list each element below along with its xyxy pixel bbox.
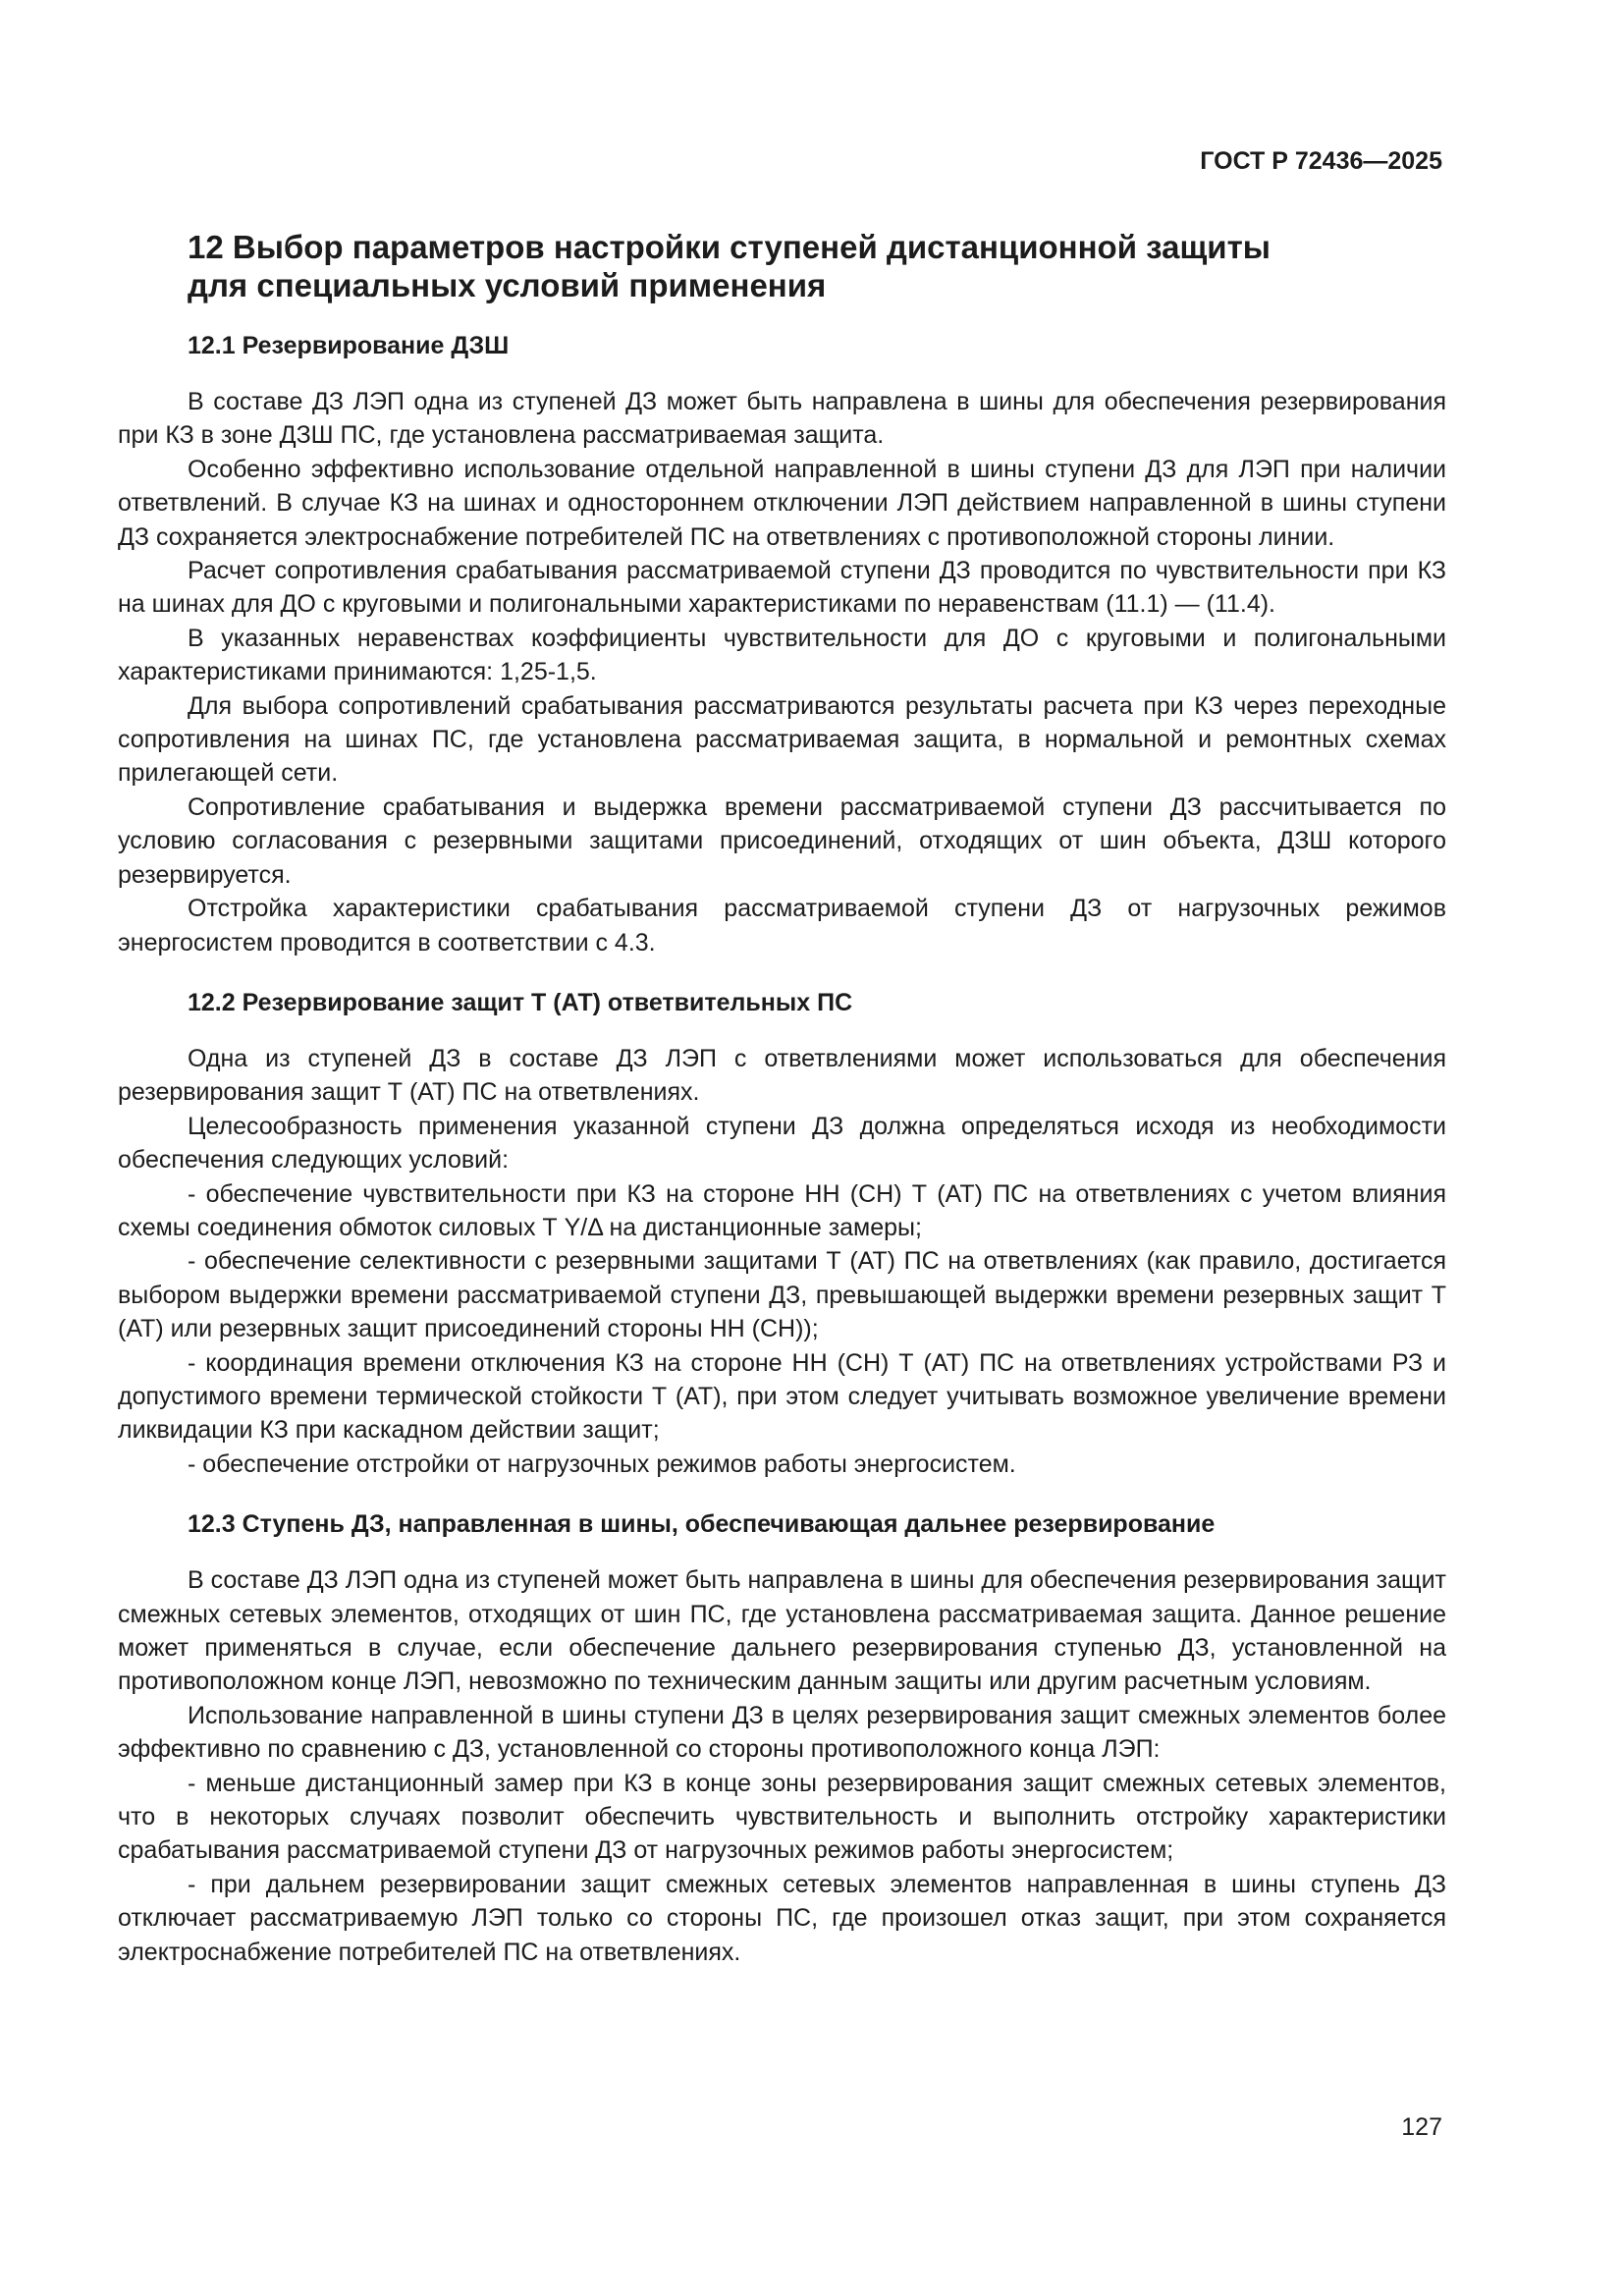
section-title [188,228,1446,304]
paragraph: В указанных неравенствах коэффициенты чувствительности для ДО с круговыми и полигональными характеристиками принимаются: 1,25-1,5. [118,624,1446,686]
subsection-12-3-heading: 12.3 Ступень ДЗ, направленная в шины, обеспечивающая дальнее резервирование [188,1510,1216,1539]
paragraph: В составе ДЗ ЛЭП одна из ступеней может быть направлена в шины для обеспечения резервирования защит смежных сетевых элементов, отходящих от шин ПС, где установлена рассматриваемая защита. Данное решение может применяться в случае, если обеспечение дальнего резервирования ступенью ДЗ, установленной на противоположном конце ЛЭП, невозможно по техническим данным защиты или другим расчетным условиям. [118,1566,1446,1696]
page-number: 127 [1401,2113,1442,2141]
paragraph: Одна из ступеней ДЗ в составе ДЗ ЛЭП с ответвлениями может использоваться для обеспечения резервирования защит Т (АТ) ПС на ответвлениях. [118,1044,1446,1107]
subsection-12-1-heading: 12.1 Резервирование ДЗШ [188,332,510,359]
paragraph: Для выбора сопротивлений срабатывания рассматриваются результаты расчета при КЗ через переходные сопротивления на шинах ПС, где установлена рассматриваемая защита, в нормальной и ремонтных схемах прилегающей сети. [118,691,1446,788]
paragraph: Отстройка характеристики срабатывания рассматриваемой ступени ДЗ от нагрузочных режимов энергосистем проводится в соответствии с 4.3. [118,895,1446,957]
list-item: - при дальнем резервировании защит смежных сетевых элементов направленная в шины ступень ДЗ отключает рассматриваемую ЛЭП только со стороны ПС, где произошел отказ защит, при этом сохраняется электроснабжение потребителей ПС на ответвлениях. [118,1870,1446,1966]
paragraph: В составе ДЗ ЛЭП одна из ступеней ДЗ может быть направлена в шины для обеспечения резервирования при КЗ в зоне ДЗШ ПС, где установлена рассматриваемая защита. [118,388,1446,450]
list-item: - меньше дистанционный замер при КЗ в конце зоны резервирования защит смежных сетевых элементов, что в некоторых случаях позволит обеспечить чувствительность и выполнить отстройку характеристики срабатывания рассматриваемой ступени ДЗ от нагрузочных режимов работы энергосистем; [118,1769,1446,1865]
section-title-line-2: для специальных условий применения [188,267,827,303]
list-item: - обеспечение селективности с резервными защитами Т (АТ) ПС на ответвлениях (как правило, достигается выбором выдержки времени рассматриваемой ступени ДЗ, превышающей выдержки времени резервных защит Т (АТ) или резервных защит присоединений стороны НН (СН)); [118,1247,1446,1343]
section-title-line-1: 12 Выбор параметров настройки ступеней дистанционной защиты [188,229,1271,265]
paragraph: Использование направленной в шины ступени ДЗ в целях резервирования защит смежных элементов более эффективно по сравнению с ДЗ, установленной со стороны противоположного конца ЛЭП: [118,1701,1446,1764]
paragraph: Сопротивление срабатывания и выдержка времени рассматриваемой ступени ДЗ рассчитывается по условию согласования с резервными защитами присоединений, отходящих от шин объекта, ДЗШ которого резервируется. [118,793,1446,889]
paragraph: Особенно эффективно использование отдельной направленной в шины ступени ДЗ для ЛЭП при наличии ответвлений. В случае КЗ на шинах и одностороннем отключении ЛЭП действием направленной в шины ступени ДЗ сохраняется электроснабжение потребителей ПС на ответвлениях с противоположной стороны линии. [118,455,1446,551]
paragraph: Целесообразность применения указанной ступени ДЗ должна определяться исходя из необходимости обеспечения следующих условий: [118,1112,1446,1175]
document-code: ГОСТ Р 72436—2025 [1200,147,1442,175]
subsection-12-2-heading: 12.2 Резервирование защит Т (АТ) ответвительных ПС [188,988,853,1016]
list-item: - координация времени отключения КЗ на стороне НН (СН) Т (АТ) ПС на ответвлениях устройствами РЗ и допустимого времени термической стойкости Т (АТ), при этом следует учитывать возможное увеличение времени ликвидации КЗ при каскадном действии защит; [118,1348,1446,1445]
paragraph: Расчет сопротивления срабатывания рассматриваемой ступени ДЗ проводится по чувствительности при КЗ на шинах для ДО с круговыми и полигональными характеристиками по неравенствам (11.1) — (11.4). [118,557,1446,619]
list-item: - обеспечение чувствительности при КЗ на стороне НН (СН) Т (АТ) ПС на ответвлениях с учетом влияния схемы соединения обмоток силовых Т Y/Δ на дистанционные замеры; [118,1179,1446,1241]
list-item: - обеспечение отстройки от нагрузочных режимов работы энергосистем. [188,1449,1016,1478]
page-content [118,228,1446,1969]
